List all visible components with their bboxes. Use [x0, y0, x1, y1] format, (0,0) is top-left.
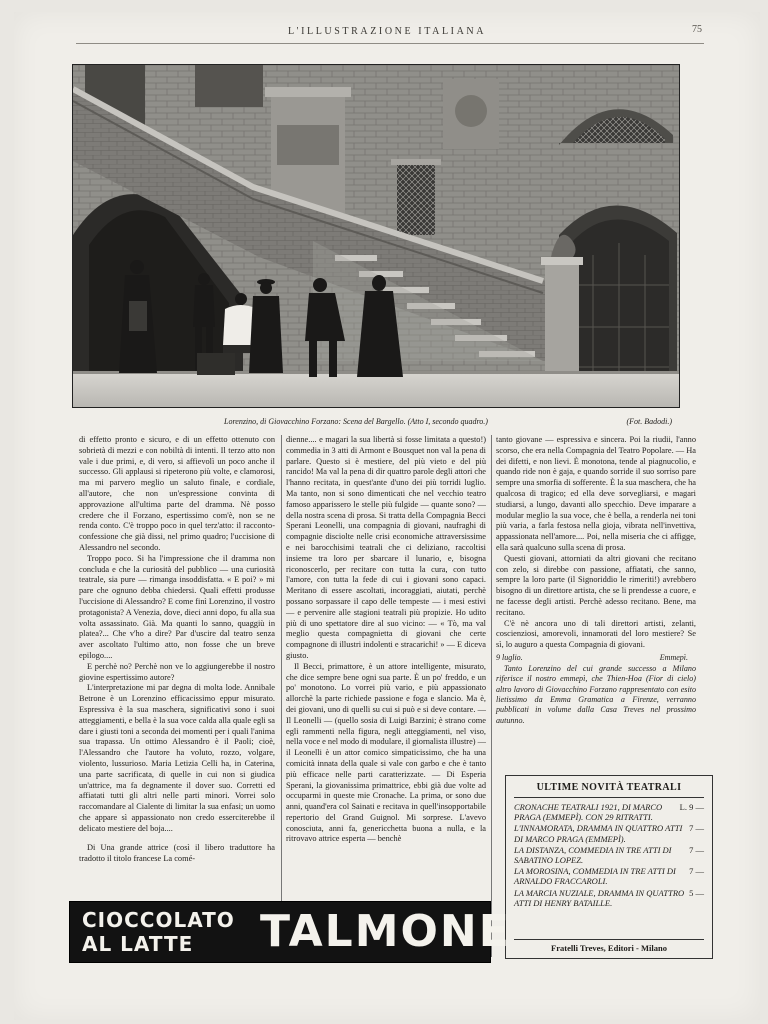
book-entry: LA DISTANZA, COMMEDIA IN TRE ATTI DI SABATINO LOPEZ.	[514, 844, 672, 866]
magazine-page	[14, 12, 760, 1020]
book-entry: L'INNAMORATA, DRAMMA IN QUATTRO ATTI DI MARCO PRAGA (EMMEPÌ).	[514, 823, 683, 844]
new-releases-box	[505, 775, 713, 959]
book-listing	[514, 845, 704, 865]
book-price: 5 —	[689, 887, 704, 898]
book-entry: LA MOROSINA, COMMEDIA IN TRE ATTI DI ARNALDO FRACCAROLI.	[514, 866, 676, 887]
book-listing	[514, 802, 704, 822]
book-entry: LA MARCIA NUZIALE, DRAMMA IN QUATTRO ATTI DI HENRY BATAILLE.	[514, 887, 685, 908]
book-listing	[514, 823, 704, 843]
article-date: 9 luglio.	[496, 652, 523, 662]
article-column-2	[286, 435, 486, 845]
article-column-1	[79, 435, 275, 865]
editor-note: Tanto Lorenzino del cui grande successo a Milano riferisce il nostro emmepì, che Thien-Hoa (Fior di cielo) altro lavoro di Giovacchino Forzano rappresentato con esito lietissimo da Emma Gramatica a Firenze, verranno pubblicati in volume dalla Casa Treves nel prossimo autunno.	[496, 663, 696, 725]
paragraph: L'interpretazione mi par degna di molta lode. Annibale Betrone è un Lorenzino efficacissimo eppur misurato. Espressiva è la sua maschera, significativi sono i suoi atteggiamenti, e bella è la sua voce calda alla quale egli sa dare i giusti toni a seconda dei momenti per i quali l'anima sua trapassa. Un ottimo Alessandro è il Paoli; cioè, l'Alessandro che l'autore ha voluto, rozzo, volgare, violento, lussurioso. Maria Letizia Celli ha, in Caterina, una parte sacrificata, di quelle in cui non si giudica un'attrice, ma fa degnamente il dover suo. Corretti ed affiatati tutti gli altri nelle parti minori. Vorrei solo raccomandare al Cialente di limitar la sua enfasi; un uomo che appare sì appassionato non credo esserciterebbe il delicato mestiere del boja....	[79, 683, 275, 833]
page-number: 75	[692, 24, 702, 35]
paragraph: Di Una grande attrice (così il libero traduttore ha tradotto il titolo francese La comé-	[79, 843, 275, 864]
paragraph: dienne.... e magari la sua libertà si fosse limitata a questo!) commedia in 3 atti di Armont e Bousquet non val la pena di parlare. Questo si è mestiere, del più vieto e del più rancido! Ma val la pena di dir quattro parole degli attori che l'hanno recitata, in quest'ante d'uno dei più torridi luglio. Ma tanto, non si sono dimenticati che nel vecchio teatro famoso apparissero le stelle più fulgide — quante sono? — della nostra scena di prosa. Si tratta della Compagnia Becci Sperani Leonelli, una compagnia di giovani, naufraghi di compagnie disciolte nelle crisi economiche attraversissime e nei barocchisimi teatrali che ci deliziano, raccoltisi insieme tra loro per sbarcare il lunario, e, bisogna riconoscerlo, per recitare con tutta la cura, con tutto l'amore, con tutta la fede di cui i giovani sono capaci. Meritano di essere ascoltati, incoraggiati, aiutati, perchè possano sorpassare il capo delle tempeste — i mesi estivi — e pervenire alle stagioni teatrali più propizie. Ho udito più di uno spettatore dire al suo vicino: — « Tò, ma val meglio questa compagnietta di giovani che certe compagnone di illustri indolenti e stracarichi! » — E diceva giusto.	[286, 435, 486, 660]
bargello-scene-image	[73, 65, 679, 407]
running-head: L'ILLUSTRAZIONE ITALIANA	[287, 26, 487, 37]
signature-line	[496, 653, 696, 664]
book-price: 7 —	[689, 866, 704, 877]
paragraph: Troppo poco. Si ha l'impressione che il dramma non concluda e che la curiosità del pubblico — una curiosità teatrale, sia pure — rimanga insoddisfatta. « E poi? » mi pare che ognuno debba chiedersi. Quali effetti produsse l'uccisione di Alessandro? E come finì Lorenzino, il vostro protagonista? A Venezia, dove, dieci anni dopo, fu alla sua volta assassinato. Già. Ma quanti lo sanno, quaggiù in platea?... Che v'ho a dire? Par d'uscire dal teatro senza aver ascoltato l'ultimo atto, non fosse che un breve epilogo....	[79, 553, 275, 660]
paragraph: Questi giovani, attorniati da altri giovani che recitano con zelo, si direbbe con passione, affiatati, che sanno, sempre la loro parte (il Signoriddio le rimeriti!) avrebbero bisogno di un direttore artista, che se li prendesse a cuore, e ne facesse degli artisti. Perchè adesso recitano. Bene, ma recitano.	[496, 553, 696, 617]
book-price: 7 —	[689, 823, 704, 834]
stage-photo	[72, 64, 680, 408]
publisher-line: Fratelli Treves, Editori - Milano	[514, 939, 704, 953]
column-rule-2	[491, 435, 492, 957]
book-listing	[514, 888, 704, 908]
ad-line-1: CIOCCOLATO	[82, 908, 235, 932]
column-rule-1	[281, 435, 282, 903]
caption-text: Lorenzino, di Giovacchino Forzano: Scena del Bargello. (Atto I, secondo quadro.)	[224, 417, 488, 426]
book-entry: CRONACHE TEATRALI 1921, DI MARCO PRAGA (EMMEPÌ). CON 29 RITRATTI.	[514, 802, 663, 823]
article-column-3	[496, 435, 696, 726]
paragraph: Il Becci, primattore, è un attore intelligente, misurato, che dice sempre bene ogni sua parte. È un po' freddo, e un po' monotono. Lo vorrei più vario, e più appassionato allorchè la parte richiede passione e foga e slancio. Ma è, dei giovani, uno di quelli su cui si può e si deve contare. — Il Leonelli — (quello sosia di Luigi Barzini; è strano come egli rammenti nella figura, negli atteggiamenti, nel viso, nella voce e nel modo di modulare, il giornalista illustre) — il Leonelli è un attor comico simpaticissimo, che ha una comicità innata della quale si vale con garbo e che è tanto più efficace nelle parti caratterizzate. — Di Esperia Sperani, la giovanissima primattrice, ebbi già due volte ad occuparmi in queste mie Cronache. La prima, or sono due anni, quand'era col Sainati e recitava in quell'insopportabile repertorio del Grand Guignol. Mi sorprese. L'avevo conosciuta, anni fa, genericchetta buona a nulla, e la ritrovavo attrice esperta — benchè	[286, 661, 486, 844]
header-rule	[76, 43, 704, 44]
ad-line-2: AL LATTE	[82, 932, 194, 956]
book-listing	[514, 866, 704, 886]
photo-credit: (Fot. Badodi.)	[626, 417, 672, 426]
paragraph: tanto giovane — espressiva e sincera. Poi la riudii, l'anno scorso, che era nella Compagnia del Teatro Popolare. — Ha dei difetti, e non lievi. È monotona, tende al piagnucolio, e quando ride non è gaja, e quando sorride il suo sorriso pare sempre una smorfia di sofferente. È la sua maschera, che ha qualcosa di tragico; ed ella deve sorvegliarsi, e magari studiarsi, a lungo, davanti allo specchio. Deve imparare a modular meglio la sua voce, che è bella, a renderla nei toni più varia, a farla festosa nella gioja, vibrata nell'invettiva, appassionata nell'amore.... Poi, nella miseria che ci affigge, ella sarà qualcuno sulla scena di prosa.	[496, 435, 696, 552]
talmone-advertisement	[69, 901, 511, 963]
ad-brand: TALMONE	[260, 906, 511, 957]
book-price: L. 9 —	[679, 802, 704, 812]
book-price: 7 —	[689, 844, 704, 855]
paragraph: E perchè no? Perchè non ve lo aggiungerebbe il nostro giovine espertissimo autore?	[79, 661, 275, 682]
paragraph: di effetto pronto e sicuro, e di un effetto ottenuto con sobrietà di mezzi e con nobiltà di intenti. Il terzo atto non vale i due primi, e, di vero, si affievolì un poco anche il successo. Gli applausi si ripeterono più volte, e clamorosi, ma mi parvero meglio un saluto finale, e cordiale, all'autore, che non un'espressione convinta di approvazione all'ultima parte del dramma. Nè posso credere che il Forzano, espertissimo com'è, non se ne renda conto. C'è troppo poco in quel terz'atto: il racconto-confessione che già dissi, nel primo quadro; l'uccisione di Alessandro nel secondo.	[79, 435, 275, 552]
paragraph: C'è nè ancora uno di tali direttori artisti, zelanti, coscienziosi, amorevoli, innamorati del loro mestiere? Se sì, lo auguro a questa Compagnia di giovani.	[496, 618, 696, 650]
article-author: Emmepì.	[659, 652, 688, 662]
box-title: ULTIME NOVITÀ TEATRALI	[514, 782, 704, 798]
